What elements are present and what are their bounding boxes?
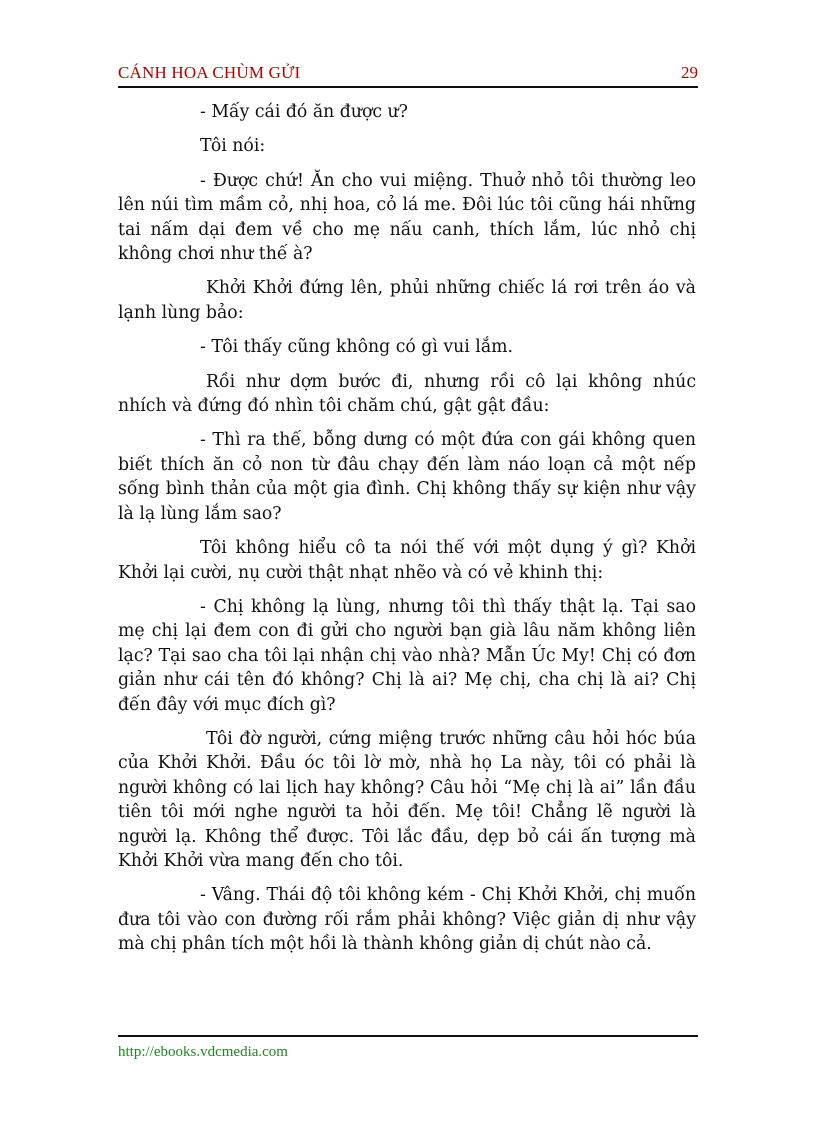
paragraph: Tôi đờ người, cứng miệng trước những câu hỏi hóc búa của Khởi Khởi. Đầu óc tôi lờ mờ, nhà họ La này, tôi có phải là người không có lai lịch hay không? Câu hỏi “Mẹ chị là ai” lần đầu tiên tôi mới nghe người ta hỏi đến. Mẹ tôi! Chẳng lẽ người là người lạ. Không thể được. Tôi lắc đầu, dẹp bỏ cái ấn tượng mà Khởi Khởi vừa mang đến cho tôi. [118,728,696,871]
paragraph: - Vâng. Thái độ tôi không kém - Chị Khởi Khởi, chị muốn đưa tôi vào con đường rối rắm phải không? Việc giản dị như vậy mà chị phân tích một hồi là thành không giản dị chút nào cả. [118,885,696,955]
running-header [118,63,698,85]
paragraph: Rồi như dợm bước đi, nhưng rồi cô lại không nhúc nhích và đứng đó nhìn tôi chăm chú, gật gật đầu: [118,371,696,417]
page-number: 29 [681,63,698,82]
page-body [118,100,696,967]
paragraph: - Chị không lạ lùng, nhưng tôi thì thấy thật lạ. Tại sao mẹ chị lại đem con đi gửi cho người bạn già lâu năm không liên lạc? Tại sao cha tôi lại nhận chị vào nhà? Mẫn Úc My! Chị có đơn giản như cái tên đó không? Chị là ai? Mẹ chị, cha chị là ai? Chị đến đây với mục đích gì? [118,596,696,715]
paragraph: Khởi Khởi đứng lên, phủi những chiếc lá rơi trên áo và lạnh lùng bảo: [118,278,696,323]
paragraph: - Tôi thấy cũng không có gì vui lắm. [200,337,514,358]
paragraph: Tôi không hiểu cô ta nói thế với một dụng ý gì? Khởi Khởi lại cười, nụ cười thật nhạt nhẽo và có vẻ khinh thị: [118,538,696,583]
book-title: CÁNH HOA CHÙM GỬI [118,63,301,82]
paragraph: Tôi nói: [200,136,266,157]
paragraph: - Được chứ! Ăn cho vui miệng. Thuở nhỏ tôi thường leo lên núi tìm mầm cỏ, nhị hoa, cỏ lá me. Đôi lúc tôi cũng hái những tai nấm dại đem về cho mẹ nấu canh, thích lắm, lúc nhỏ chị không chơi như thế à? [118,170,696,265]
paragraph: - Thì ra thế, bỗng dưng có một đứa con gái không quen biết thích ăn cỏ non từ đâu chạy đến làm náo loạn cả một nếp sống bình thản của một gia đình. Chị không thấy sự kiện như vậy là lạ lùng lắm sao? [118,430,696,524]
footer-divider [118,1035,698,1037]
footer-source-link[interactable]: http://ebooks.vdcmedia.com [118,1044,288,1060]
header-divider [118,86,698,88]
paragraph: - Mấy cái đó ăn được ư? [200,102,408,122]
